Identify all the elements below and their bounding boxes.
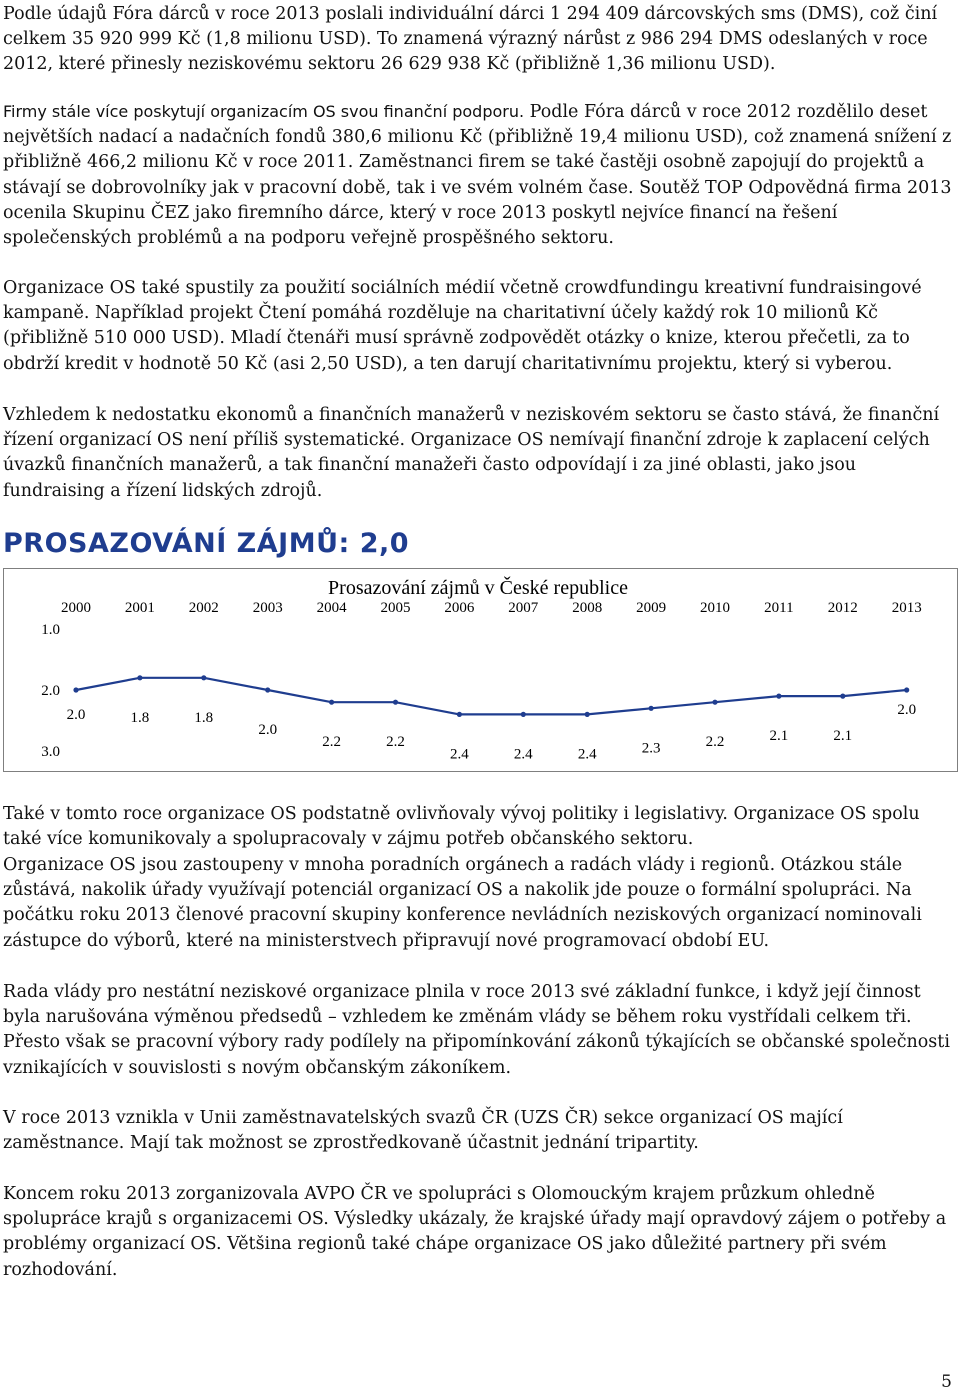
section-heading: PROSAZOVÁNÍ ZÁJMŮ: 2,0 (3, 528, 410, 559)
x-tick-label: 2001 (124, 600, 155, 616)
paragraph-financial-management: Vzhledem k nedostatku ekonomů a finančních manažerů v neziskovém sektoru se často stává, že finanční řízení organizací OS není příliš systematické. Organizace OS nemívají finanční zdroje k zaplacení celých úvazků finančních manažerů, a tak finanční manažeři často odpovídají i za jiné oblasti, jako jsou fundraising a řízení lidských zdrojů. (3, 405, 940, 501)
x-tick-label: 2012 (827, 600, 858, 616)
x-tick-label: 2000 (61, 600, 91, 616)
data-label: 2.2 (322, 734, 341, 751)
data-label: 2.0 (66, 707, 86, 723)
x-tick-label: 2002 (188, 600, 219, 616)
x-tick-label: 2005 (380, 600, 411, 616)
x-tick-label: 2004 (316, 600, 347, 616)
data-label: 2.4 (513, 746, 533, 763)
x-tick-label: 2003 (252, 600, 283, 616)
chart-title: Prosazování zájmů v České republice (328, 577, 628, 599)
x-tick-label: 2010 (700, 600, 730, 616)
series-point (904, 687, 909, 692)
x-tick-label: 2006 (444, 600, 475, 616)
data-label: 2.2 (386, 734, 405, 751)
x-axis-tick-labels (61, 600, 922, 616)
data-label: 1.8 (194, 709, 214, 726)
series-point (521, 712, 526, 717)
paragraph-sms-donations: Podle údajů Fóra dárců v roce 2013 poslali individuální dárci 1 294 409 dárcovských sms (DMS), což činí celkem 35 920 999 Kč (1,8 milionu USD). To znamená výrazný nárůst z 986 294 DMS odeslaných v roce 2012, které přinesly neziskovému sektoru 26 629 938 Kč (přibližně 1,36 milionu USD). (3, 4, 938, 75)
data-label: 1.8 (130, 709, 150, 726)
paragraph-corporate-support-text: Podle Fóra dárců v roce 2012 rozdělilo deset největších nadací a nadačních fondů 380,6 milionu Kč (přibližně 19,4 milionu USD), což znamená snížení z přibližně 466,2 milionu Kč v roce 2011. Zaměstnanci firem se také častěji osobně zapojují do projektů a stávají se dobrovolníky jak v pracovní době, tak i ve svém volném čase. Soutěž TOP Odpovědná firma 2013 ocenila Skupinu ČEZ jako firemního dárce, který v roce 2013 poskytl nejvíce financí na řešení společenských problémů a na podporu veřejně prospěšného sektoru. (3, 102, 952, 249)
chart-container (3, 568, 958, 772)
series-point (776, 694, 781, 699)
series-point (73, 687, 78, 692)
x-tick-label: 2008 (572, 600, 603, 616)
paragraph-corporate-support (3, 99, 953, 251)
series-point (201, 675, 206, 680)
paragraph-lead-sentence: Firmy stále více poskytují organizacím OS svou finanční podporu. (3, 102, 525, 121)
series-point (712, 700, 717, 705)
x-tick-label: 2009 (636, 600, 667, 616)
x-tick-label: 2011 (764, 600, 794, 616)
page-number: 5 (941, 1372, 952, 1392)
data-label: 2.0 (258, 722, 278, 738)
paragraph-regional-survey: Koncem roku 2013 zorganizovala AVPO ČR ve spolupráci s Olomouckým krajem průzkum ohledně spolupráce krajů s organizacemi OS. Výsledky ukázaly, že krajské úřady mají opravdový zájem o potřeby a problémy organizací OS. Většina regionů také chápe organizace OS jako důležité partnery při svém rozhodování. (3, 1184, 947, 1280)
paragraph-employers-union: V roce 2013 vznikla v Unii zaměstnavatelských svazů ČR (UZS ČR) sekce organizací OS mající zaměstnance. Mají tak možnost se zprostředkovaně účastnit jednání tripartity. (3, 1108, 843, 1154)
data-label: 2.1 (833, 728, 853, 745)
paragraph-advisory-bodies: Organizace OS jsou zastoupeny v mnoha poradních orgánech a radách vlády i regionů. Otázkou stále zůstává, nakolik úřady využívají potenciál organizací OS a nakolik jde pouze o formální spolupráci. Na počátku roku 2013 členové pracovní skupiny konference nevládních neziskových organizací nominovali zástupce do výborů, které na ministerstvech připravují nové programovací období EU. (3, 855, 922, 951)
y-axis-tick-labels (41, 622, 60, 760)
x-tick-label: 2007 (508, 600, 539, 616)
y-tick-label: 3.0 (41, 744, 60, 760)
series-point (457, 712, 462, 717)
series-point (840, 694, 845, 699)
line-chart (4, 569, 959, 773)
data-labels (67, 702, 916, 762)
data-label: 2.2 (705, 734, 725, 751)
series-point (265, 687, 270, 692)
data-label: 2.0 (897, 702, 917, 718)
paragraph-government-council: Rada vlády pro nestátní neziskové organizace plnila v roce 2013 své základní funkce, i když její činnost byla narušována výměnou předsedů – vzhledem ke změnám vlády se během roku vystřídali celkem tři. Přesto však se pracovní výbory rady podílely na připomínkování zákonů týkajících se občanské společnosti vznikajících v souvislosti s novým občanským zákoníkem. (3, 982, 950, 1078)
paragraph-policy-influence: Také v tomto roce organizace OS podstatně ovlivňovaly vývoj politiky i legislativy. Organizace OS spolu také více komunikovaly a spolupracovaly v zájmu potřeb občanského sektoru. (3, 804, 920, 850)
x-tick-label: 2013 (891, 600, 922, 616)
data-label: 2.4 (450, 746, 469, 763)
data-label: 2.3 (641, 740, 661, 757)
data-label: 2.1 (769, 728, 789, 745)
series-point (585, 712, 590, 717)
y-tick-label: 2.0 (41, 683, 60, 699)
series-point (137, 675, 142, 680)
series-point (329, 700, 334, 705)
series-point (393, 700, 398, 705)
y-tick-label: 1.0 (41, 622, 60, 638)
paragraph-fundraising-campaigns: Organizace OS také spustily za použití sociálních médií včetně crowdfundingu kreativní fundraisingové kampaně. Například projekt Čtení pomáhá rozděluje na charitativní účely každý rok 10 milionů Kč (přibližně 510 000 USD). Mladí čtenáři musí správně zodpovědět otázky o knize, kterou přečetli, za to obdrží kredit v hodnotě 50 Kč (asi 2,50 USD), a ten darují charitativnímu projektu, který si vyberou. (3, 278, 922, 374)
series-point (649, 706, 654, 711)
data-label: 2.4 (577, 746, 597, 763)
